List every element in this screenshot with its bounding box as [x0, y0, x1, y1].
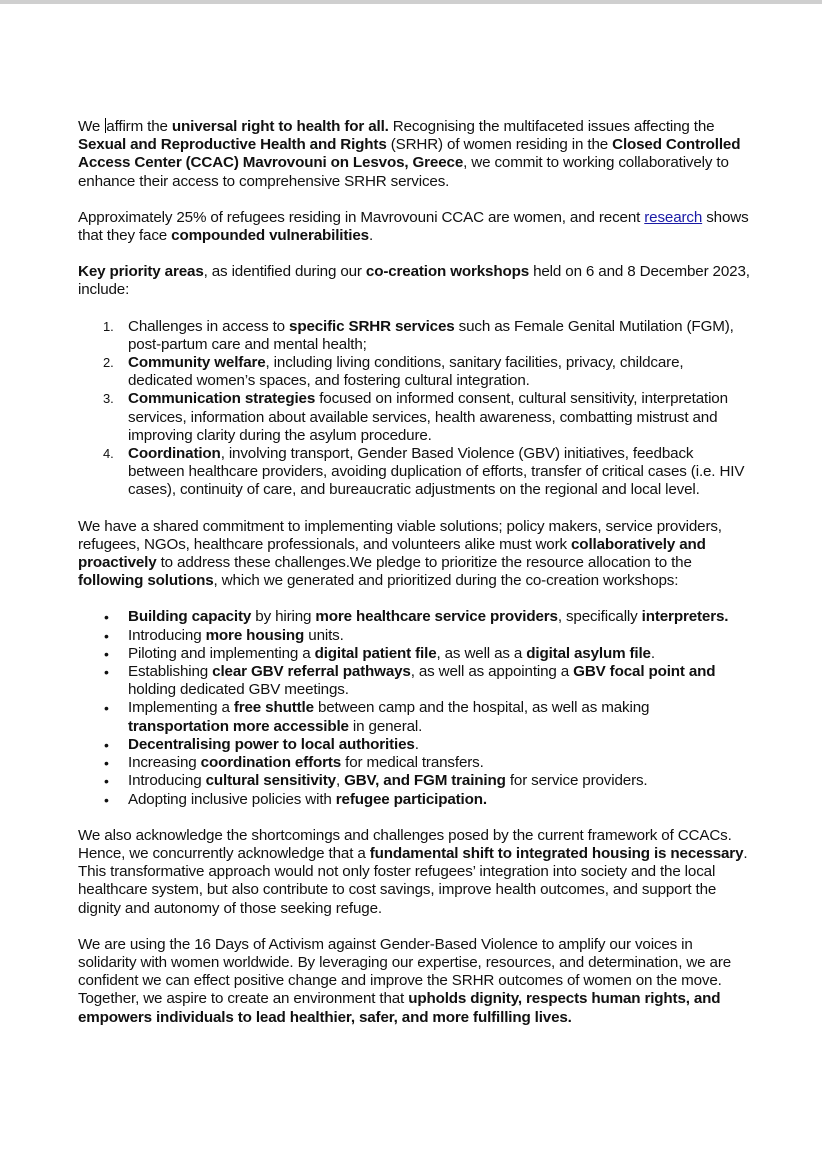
bullet-icon: •: [104, 755, 109, 772]
bullet-icon: •: [104, 736, 109, 753]
commitment-paragraph: We have a shared commitment to implementing viable solutions; policy makers, service providers, refugees, NGOs, healthcare professionals, and volunteers alike must work collaboratively and proactively to address these challenges.We pledge to prioritize the resource allocation to the following solutions, which we generated and prioritized during the co-creation workshops:: [78, 517, 722, 590]
list-number: 2.: [103, 355, 114, 371]
priority-intro-paragraph: Key priority areas, as identified during our co-creation workshops held on 6 and 8 December 2023, include:: [78, 263, 750, 299]
list-item: • Building capacity by hiring more healthcare service providers, specifically interpreters.: [104, 608, 729, 626]
list-item: 2. Community welfare, including living conditions, sanitary facilities, privacy, childcare, dedicated women’s spaces, and fostering cultural integration.: [103, 354, 684, 390]
solutions-list: [78, 608, 750, 808]
acknowledgement-paragraph: We also acknowledge the shortcomings and challenges posed by the current framework of CCACs. Hence, we concurrently acknowledge that a fundamental shift to integrated housing is necessary. This transformative approach would not only foster refugees’ integration into society and the local healthcare system, but also contribute to cost savings, improve health outcomes, and support the dignity and autonomy of those seeking refuge.: [78, 826, 748, 917]
list-number: 4.: [103, 446, 114, 462]
list-number: 1.: [103, 318, 114, 334]
bullet-icon: •: [104, 627, 109, 644]
bullet-icon: •: [104, 791, 109, 808]
list-item: • Decentralising power to local authorities.: [104, 735, 419, 753]
list-item: 1. Challenges in access to specific SRHR services such as Female Genital Mutilation (FGM), post-partum care and mental health;: [103, 317, 734, 353]
list-item: 4. Coordination, involving transport, Gender Based Violence (GBV) initiatives, feedback between healthcare providers, avoiding duplication of efforts, transfer of critical cases (i.e. HIV cases), continuity of care, and bureaucratic adjustments on the regional and local level.: [103, 445, 745, 499]
list-item: • Introducing cultural sensitivity, GBV, and FGM training for service providers.: [104, 772, 648, 790]
document-page: [78, 118, 750, 1045]
bullet-icon: •: [104, 609, 109, 626]
list-number: 3.: [103, 391, 114, 407]
list-item: • Establishing clear GBV referral pathways, as well as appointing a GBV focal point and holding dedicated GBV meetings.: [104, 663, 716, 699]
closing-paragraph: We are using the 16 Days of Activism against Gender-Based Violence to amplify our voices in solidarity with women worldwide. By leveraging our expertise, resources, and determination, we are confident we can effect positive change and improve the SRHR outcomes of women on the move. Together, we aspire to create an environment that upholds dignity, respects human rights, and empowers individuals to lead healthier, safer, and more fulfilling lives.: [78, 935, 732, 1026]
list-item: • Increasing coordination efforts for medical transfers.: [104, 754, 484, 772]
statistics-paragraph: Approximately 25% of refugees residing in Mavrovouni CCAC are women, and recent research shows that they face compounded vulnerabilities.: [78, 208, 749, 245]
research-link[interactable]: research: [644, 208, 703, 226]
bullet-icon: •: [104, 664, 109, 681]
bullet-icon: •: [104, 773, 109, 790]
list-item: • Implementing a free shuttle between camp and the hospital, as well as making transportation more accessible in general.: [104, 699, 650, 735]
window-top-edge: [0, 0, 822, 4]
intro-paragraph: We affirm the universal right to health for all. Recognising the multifaceted issues affecting the Sexual and Reproductive Health and Rights (SRHR) of women residing in the Closed Controlled Access Center (CCAC) Mavrovouni on Lesvos, Greece, we commit to working collaboratively to enhance their access to comprehensive SRHR services.: [78, 118, 741, 190]
priority-areas-list: [78, 318, 750, 500]
list-item: • Piloting and implementing a digital patient file, as well as a digital asylum file.: [104, 644, 655, 662]
list-item: • Introducing more housing units.: [104, 626, 344, 644]
bullet-icon: •: [104, 645, 109, 662]
bullet-icon: •: [104, 700, 109, 717]
list-item: • Adopting inclusive policies with refugee participation.: [104, 790, 487, 808]
list-item: 3. Communication strategies focused on informed consent, cultural sensitivity, interpretation services, information about available services, health awareness, combatting mistrust and improving clarity during the asylum procedure.: [103, 390, 728, 444]
